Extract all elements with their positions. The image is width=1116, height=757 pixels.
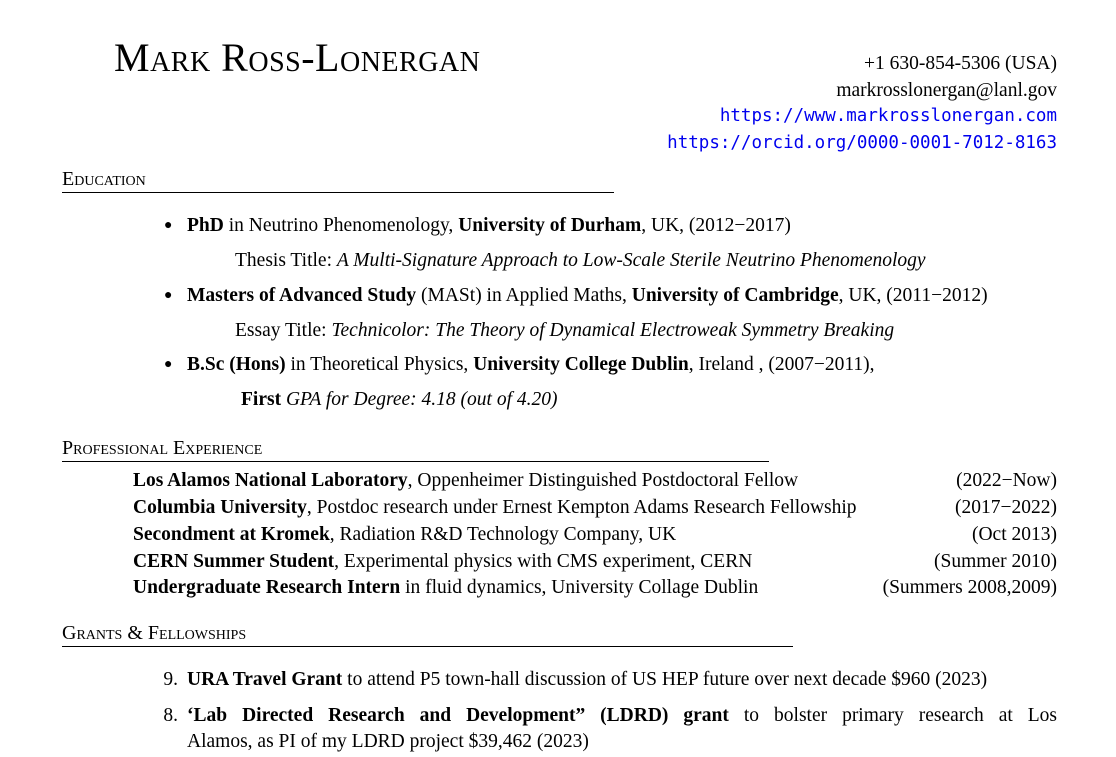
grant-title: URA Travel Grant: [187, 669, 343, 690]
location-years: , UK, (2012−2017): [641, 215, 791, 236]
email-address: markrosslonergan@lanl.gov: [836, 80, 1057, 101]
orcid-link[interactable]: https://orcid.org/0000-0001-7012-8163: [667, 133, 1057, 153]
degree: PhD: [187, 215, 224, 236]
experience-row: [133, 550, 1057, 573]
grant-description: to attend P5 town-hall discussion of US HEP future over next decade $960 (2023): [342, 669, 988, 690]
grant-title: ‘Lab Directed Research and Development” (LDRD) grant: [187, 705, 729, 726]
role: , Experimental physics with CMS experiment, CERN: [334, 551, 753, 572]
experience-row: [133, 496, 1057, 519]
organization: Secondment at Kromek: [133, 524, 330, 545]
experience-row: [133, 576, 1057, 599]
grant-item-continued: Alamos, as PI of my LDRD project $39,462 (2023): [187, 731, 589, 752]
field: in Neutrino Phenomenology,: [223, 215, 459, 236]
degree: Masters of Advanced Study: [187, 285, 417, 306]
grant-item: [187, 704, 1057, 727]
role: in fluid dynamics, University Collage Dublin: [400, 577, 759, 598]
section-heading-grants: Grants & Fellowships: [62, 621, 793, 647]
sub-label: Thesis Title:: [235, 250, 337, 271]
sub-label: First: [241, 389, 282, 410]
education-item: [187, 353, 875, 376]
degree-gpa: [241, 388, 557, 411]
date-range: (2022−Now): [956, 470, 1057, 491]
role: , Oppenheimer Distinguished Postdoctoral Fellow: [407, 470, 799, 491]
bullet-icon: ●: [164, 288, 173, 303]
experience-row: [133, 523, 1057, 546]
bullet-icon: ●: [164, 218, 173, 233]
field: (MASt) in Applied Maths,: [416, 285, 632, 306]
school: University of Durham: [458, 215, 642, 236]
location-years: , UK, (2011−2012): [838, 285, 988, 306]
role: , Postdoc research under Ernest Kempton Adams Research Fellowship: [306, 497, 857, 518]
list-number: 9.: [163, 669, 178, 690]
essay-title: [235, 319, 894, 342]
list-number: 8.: [163, 705, 178, 726]
experience-row: [133, 469, 1057, 492]
education-item: [187, 214, 791, 237]
organization: Undergraduate Research Intern: [133, 577, 401, 598]
school: University College Dublin: [473, 354, 689, 375]
location-years: , Ireland , (2007−2011),: [688, 354, 875, 375]
grant-item: [187, 668, 987, 691]
sub-value: Technicolor: The Theory of Dynamical Electroweak Symmetry Breaking: [331, 320, 895, 341]
sub-value: GPA for Degree: 4.18 (out of 4.20): [281, 389, 558, 410]
organization: Los Alamos National Laboratory: [133, 470, 408, 491]
organization: Columbia University: [133, 497, 307, 518]
section-heading-education: Education: [62, 167, 614, 193]
date-range: (2017−2022): [955, 497, 1057, 518]
degree: B.Sc (Hons): [187, 354, 286, 375]
field: in Theoretical Physics,: [285, 354, 474, 375]
sub-value: A Multi-Signature Approach to Low-Scale Sterile Neutrino Phenomenology: [336, 250, 926, 271]
role: , Radiation R&D Technology Company, UK: [329, 524, 677, 545]
website-link[interactable]: https://www.markrosslonergan.com: [719, 106, 1057, 126]
education-item: [187, 284, 988, 307]
organization: CERN Summer Student: [133, 551, 335, 572]
bullet-icon: ●: [164, 357, 173, 372]
date-range: (Summers 2008,2009): [882, 577, 1057, 598]
sub-label: Essay Title:: [235, 320, 332, 341]
phone-number: +1 630-854-5306 (USA): [864, 53, 1057, 74]
date-range: (Summer 2010): [934, 551, 1057, 572]
date-range: (Oct 2013): [971, 524, 1057, 545]
section-heading-experience: Professional Experience: [62, 436, 769, 462]
thesis-title: [235, 249, 926, 272]
school: University of Cambridge: [631, 285, 839, 306]
cv-name: Mark Ross-Lonergan: [114, 35, 481, 80]
grant-description: to bolster primary research at Los: [728, 705, 1057, 726]
